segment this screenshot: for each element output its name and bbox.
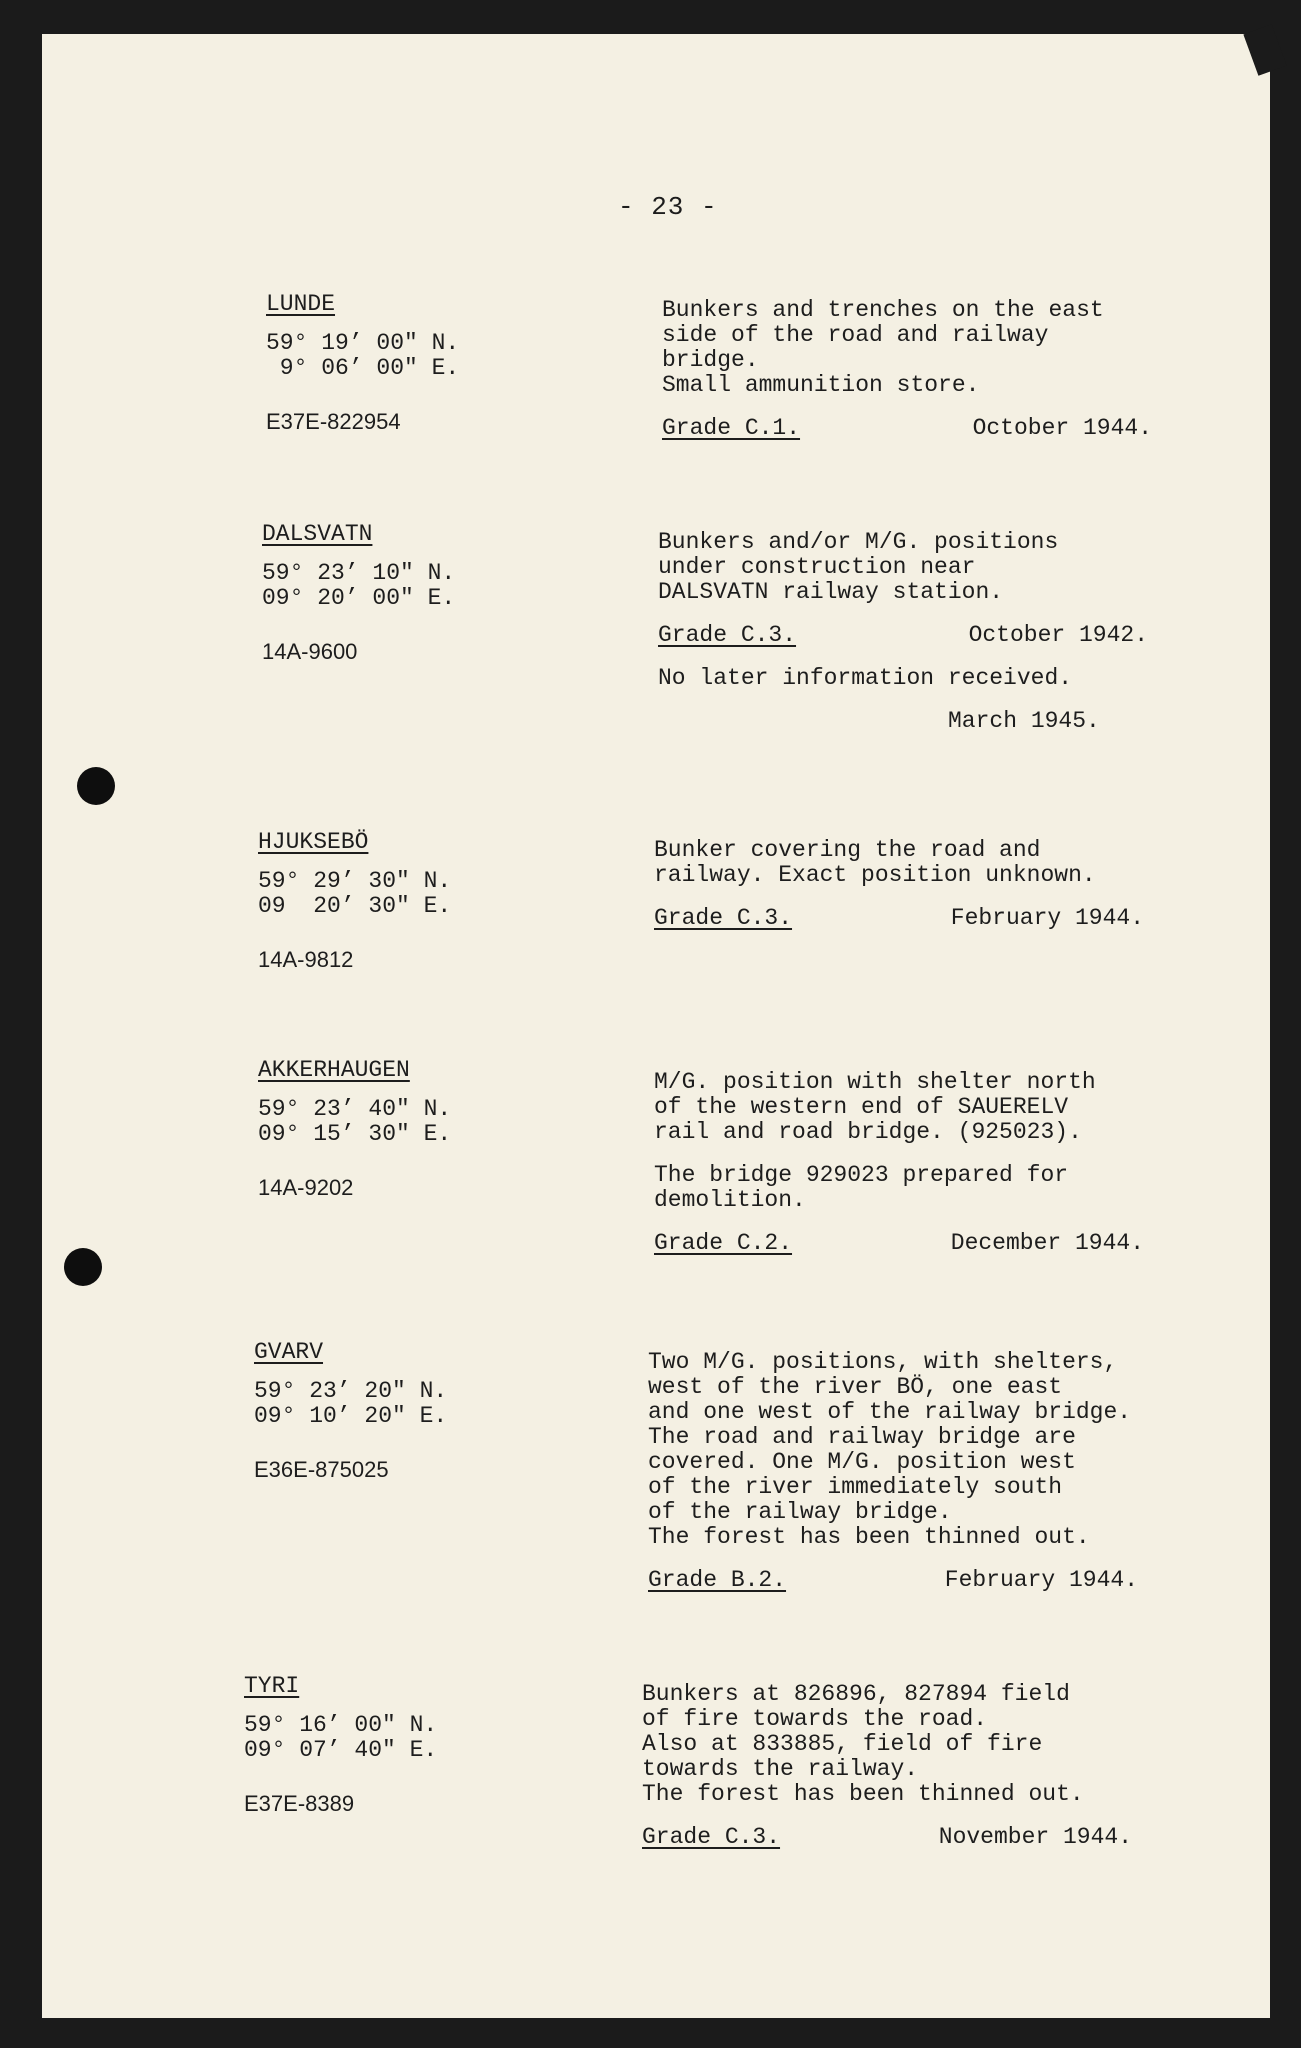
map-reference: 14A-9202: [258, 1175, 354, 1200]
description-line: Bunkers and/or M/G. positions: [658, 529, 1059, 555]
grade: Grade B.2.: [648, 1567, 787, 1593]
map-reference: E37E-822954: [266, 409, 401, 434]
longitude: 09 20’ 30" E.: [258, 893, 452, 919]
report-date: October 1944.: [972, 415, 1152, 441]
description-line: towards the railway.: [642, 1756, 919, 1782]
coordinates: [266, 331, 566, 381]
map-reference: E37E-8389: [244, 1791, 355, 1816]
latitude: 59° 19’ 00" N.: [266, 330, 460, 356]
coordinates: [254, 1379, 554, 1429]
latitude: 59° 29’ 30" N.: [258, 868, 452, 894]
description-line: under construction near: [658, 554, 976, 580]
document-page: [42, 34, 1270, 2018]
description-line: The forest has been thinned out.: [642, 1781, 1084, 1807]
description-line: demolition.: [654, 1187, 806, 1213]
description-line: The road and railway bridge are: [648, 1424, 1076, 1450]
latitude: 59° 23’ 10" N.: [262, 560, 456, 586]
coordinates: [262, 561, 562, 611]
map-reference: E36E-875025: [254, 1457, 389, 1482]
latitude: 59° 23’ 40" N.: [258, 1096, 452, 1122]
punch-hole: [64, 1248, 102, 1286]
grade: Grade C.3.: [658, 622, 797, 648]
report-date: February 1944.: [944, 1567, 1138, 1593]
grade: Grade C.2.: [654, 1230, 793, 1256]
location-name: DALSVATN: [262, 521, 373, 547]
location-name: TYRI: [244, 1673, 300, 1699]
latitude: 59° 23’ 20" N.: [254, 1378, 448, 1404]
longitude: 09° 15’ 30" E.: [258, 1121, 452, 1147]
description-line: The bridge 929023 prepared for: [654, 1162, 1069, 1188]
description-line: DALSVATN railway station.: [658, 579, 1004, 605]
longitude: 09° 20’ 00" E.: [262, 585, 456, 611]
description-line: M/G. position with shelter north: [654, 1069, 1096, 1095]
report-date: February 1944.: [950, 905, 1144, 931]
description-line: covered. One M/G. position west: [648, 1449, 1076, 1475]
grade-row: [654, 906, 1144, 931]
description-line: Also at 833885, field of fire: [642, 1731, 1043, 1757]
description-line: Bunkers at 826896, 827894 field: [642, 1681, 1070, 1707]
description-line: of fire towards the road.: [642, 1706, 988, 1732]
note-date: March 1945.: [948, 708, 1100, 734]
map-reference: 14A-9812: [258, 947, 354, 972]
description-extra: [654, 1163, 1214, 1213]
grade-row: [658, 623, 1148, 648]
grade-row: [662, 416, 1152, 441]
punch-hole: [77, 767, 115, 805]
description-line: of the river immediately south: [648, 1474, 1063, 1500]
description-line: rail and road bridge. (925023).: [654, 1119, 1082, 1145]
location-name: HJUKSEBÖ: [258, 829, 369, 855]
description-line: The forest has been thinned out.: [648, 1524, 1090, 1550]
description: [642, 1682, 1202, 1807]
description-line: Small ammunition store.: [662, 372, 980, 398]
description-line: Bunker covering the road and: [654, 837, 1041, 863]
description-line: of the railway bridge.: [648, 1499, 952, 1525]
description-line: railway. Exact position unknown.: [654, 862, 1096, 888]
report-date: November 1944.: [938, 1824, 1132, 1850]
coordinates: [258, 869, 558, 919]
description-line: side of the road and railway: [662, 322, 1049, 348]
map-reference: 14A-9600: [262, 639, 358, 664]
grade: Grade C.3.: [642, 1824, 781, 1850]
description-line: Bunkers and trenches on the east: [662, 297, 1104, 323]
grade-row: [654, 1231, 1144, 1256]
grade-row: [648, 1568, 1138, 1593]
description: [654, 1070, 1214, 1145]
report-date: October 1942.: [968, 622, 1148, 648]
description: [648, 1350, 1208, 1550]
grade: Grade C.3.: [654, 905, 793, 931]
longitude: 9° 06’ 00" E.: [266, 355, 460, 381]
latitude: 59° 16’ 00" N.: [244, 1712, 438, 1738]
coordinates: [244, 1713, 544, 1763]
description: [654, 838, 1214, 888]
location-name: GVARV: [254, 1339, 324, 1365]
note: No later information received.: [658, 665, 1073, 691]
location-name: AKKERHAUGEN: [258, 1057, 410, 1083]
description-line: west of the river BÖ, one east: [648, 1374, 1063, 1400]
page-number: - 23 -: [618, 192, 718, 222]
grade: Grade C.1.: [662, 415, 801, 441]
longitude: 09° 07’ 40" E.: [244, 1737, 438, 1763]
description: [662, 298, 1222, 398]
description-line: bridge.: [662, 347, 759, 373]
description: [658, 530, 1218, 605]
longitude: 09° 10’ 20" E.: [254, 1403, 448, 1429]
page-corner-fold: [1243, 24, 1286, 76]
coordinates: [258, 1097, 558, 1147]
grade-row: [642, 1825, 1132, 1850]
location-name: LUNDE: [266, 291, 336, 317]
report-date: December 1944.: [950, 1230, 1144, 1256]
description-line: and one west of the railway bridge.: [648, 1399, 1132, 1425]
description-line: Two M/G. positions, with shelters,: [648, 1349, 1118, 1375]
description-line: of the western end of SAUERELV: [654, 1094, 1069, 1120]
